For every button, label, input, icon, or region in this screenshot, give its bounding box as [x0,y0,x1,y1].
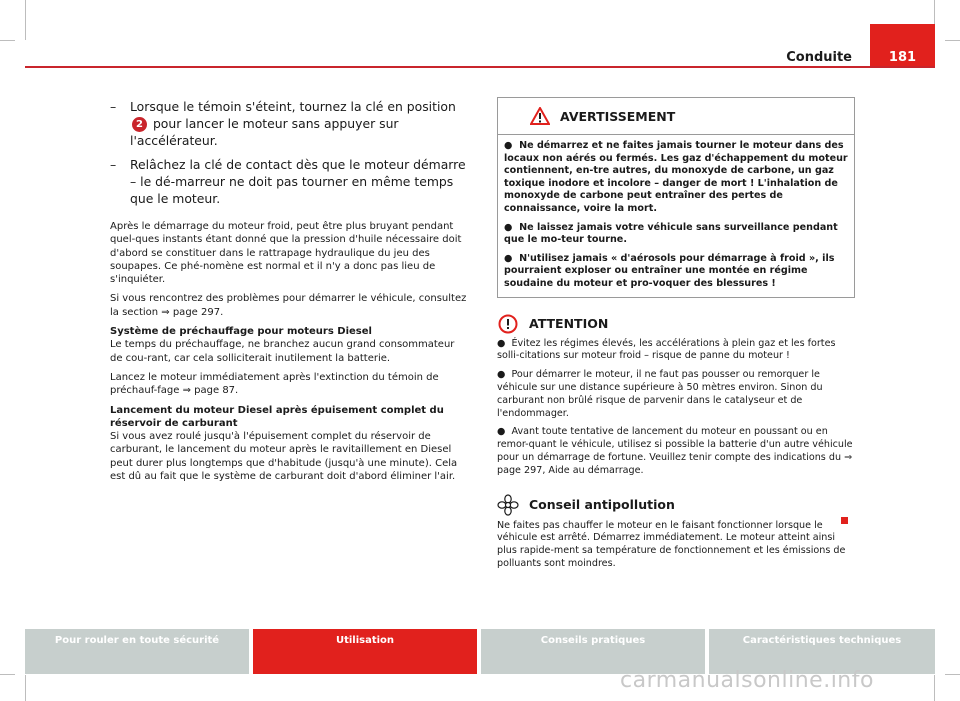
paragraph: Lancez le moteur immédiatement après l'extinction du témoin de préchauf-fage ⇒ page 87. [110,371,439,397]
warning-item [504,253,848,291]
crop-mark [25,675,26,701]
crop-mark [934,675,935,701]
paragraph: Si vous avez roulé jusqu'à l'épuisement complet du réservoir de carburant, le lancement du moteur après le ravitaillement en Diesel peut durer plus longtemps que d'habitude (jusqu'à une minute). Cela est dû au fait que le système de carburant doit d'abord éliminer l'air. [110,431,458,483]
warning-item-text: N'utilisez jamais « d'aérosols pour démarrage à froid », ils pourraient exploser ou entraîner une montée en régime soudaine du moteur et pro-voquer des blessures ! [504,252,835,289]
step-dash: – [110,99,117,114]
attention-item [497,338,855,364]
crop-mark [0,674,15,675]
warning-item-text: Ne démarrez et ne faites jamais tourner le moteur dans des locaux non aérés ou fermés. Les gaz d'échappement du moteur contiennent, en-tre autres, du monoxyde de carbone, un gaz toxique inodore et incolore – danger de mort ! L'inhalation de monoxyde de carbone peut entraîner des pertes de connaissance, voire la mort. [504,140,848,214]
page-number: 181 [870,24,935,66]
subheading: Système de préchauffage pour moteurs Diesel [110,326,372,338]
warning-body [498,135,854,297]
bullet-icon: ● [504,140,520,151]
bullet-icon: ● [497,337,512,349]
attention-item [497,369,855,420]
crop-mark [25,0,26,40]
paragraph: Le temps du préchauffage, ne branchez aucun grand consommateur de cou-rant, car cela solliciterait inutilement la batterie. [110,339,455,364]
flower-eco-icon [497,494,519,516]
warning-item [504,222,848,247]
bullet-icon: ● [504,221,520,233]
warning-box [497,97,855,298]
attention-item-text: Évitez les régimes élevés, les accélérations à plein gaz et les fortes solli-citations sur moteur froid – risque de panne du moteur ! [497,337,836,362]
warning-item [504,140,848,216]
eco-text: Ne faites pas chauffer le moteur en le faisant fonctionner lorsque le véhicule est arrêté. Démarrez immédiatement. Le moteur atteint ainsi plus rapide-ment sa température de fonctionnement et les émissions de polluants sont moindres. [497,519,846,569]
attention-item-text: Avant toute tentative de lancement du moteur en poussant ou en remor-quant le véhicule, utilisez si possible la batterie d'un autre véhicule pour un démarrage de fortune. Veuillez tenir compte des indications du ⇒ page 297, Aide au démarrage. [497,426,853,476]
attention-item-text: Pour démarrer le moteur, il ne faut pas pousser ou remorquer le véhicule sur une distance supérieure à 50 mètres environ. Sinon du carburant non brûlé risque de parvenir dans le catalyseur et de l'endommager. [497,369,823,419]
watermark: carmanualsonline.info [620,668,874,693]
warning-title: AVERTISSEMENT [560,108,676,124]
step-text: Relâchez la clé de contact dès que le moteur démarre – le dé-marreur ne doit pas tourner en même temps que le moteur. [130,157,466,206]
eco-header [497,494,855,516]
right-column [497,97,855,577]
section-title: Conduite [786,50,852,65]
attention-header [497,314,855,334]
step-item [110,98,470,149]
attention-item [497,426,855,477]
attention-title: ATTENTION [529,316,609,332]
warning-header [498,98,854,135]
bullet-icon: ● [497,369,512,381]
header-rule [25,66,935,68]
tab-safety[interactable]: Pour rouler en toute sécurité [25,629,249,674]
tab-practical-tips[interactable]: Conseils pratiques [481,629,705,674]
step-text: pour lancer le moteur sans appuyer sur l'accélérateur. [130,116,399,148]
left-column [110,98,470,489]
subheading: Lancement du moteur Diesel après épuisement complet du réservoir de carburant [110,404,444,429]
paragraph: Après le démarrage du moteur froid, peut être plus bruyant pendant quel-ques instants étant donné que la pression d'huile nécessaire doit d'abord se constituer dans le rattrapage hydraulique du jeu des soupapes. Ce phé-nomène est normal et il n'y a donc pas lieu de s'inquiéter. [110,221,462,286]
crop-mark [945,674,960,675]
position-2-marker: 2 [132,117,147,132]
eco-title: Conseil antipollution [529,497,675,512]
paragraph: Si vous rencontrez des problèmes pour démarrer le véhicule, consultez la section ⇒ page 297. [110,293,467,318]
step-dash: – [110,157,117,172]
warning-triangle-icon [530,107,550,125]
crop-mark [945,40,960,41]
bullet-icon: ● [504,252,520,264]
attention-icon [497,314,519,334]
crop-mark [0,40,15,41]
tab-utilisation[interactable]: Utilisation [253,629,477,674]
step-item [110,156,470,207]
tab-technical-specs[interactable]: Caractéristiques techniques [709,629,935,674]
bullet-icon: ● [497,426,512,438]
warning-item-text: Ne laissez jamais votre véhicule sans surveillance pendant que le mo-teur tourne. [504,221,838,246]
step-text: Lorsque le témoin s'éteint, tournez la clé en position [130,99,456,114]
end-marker [841,517,848,524]
